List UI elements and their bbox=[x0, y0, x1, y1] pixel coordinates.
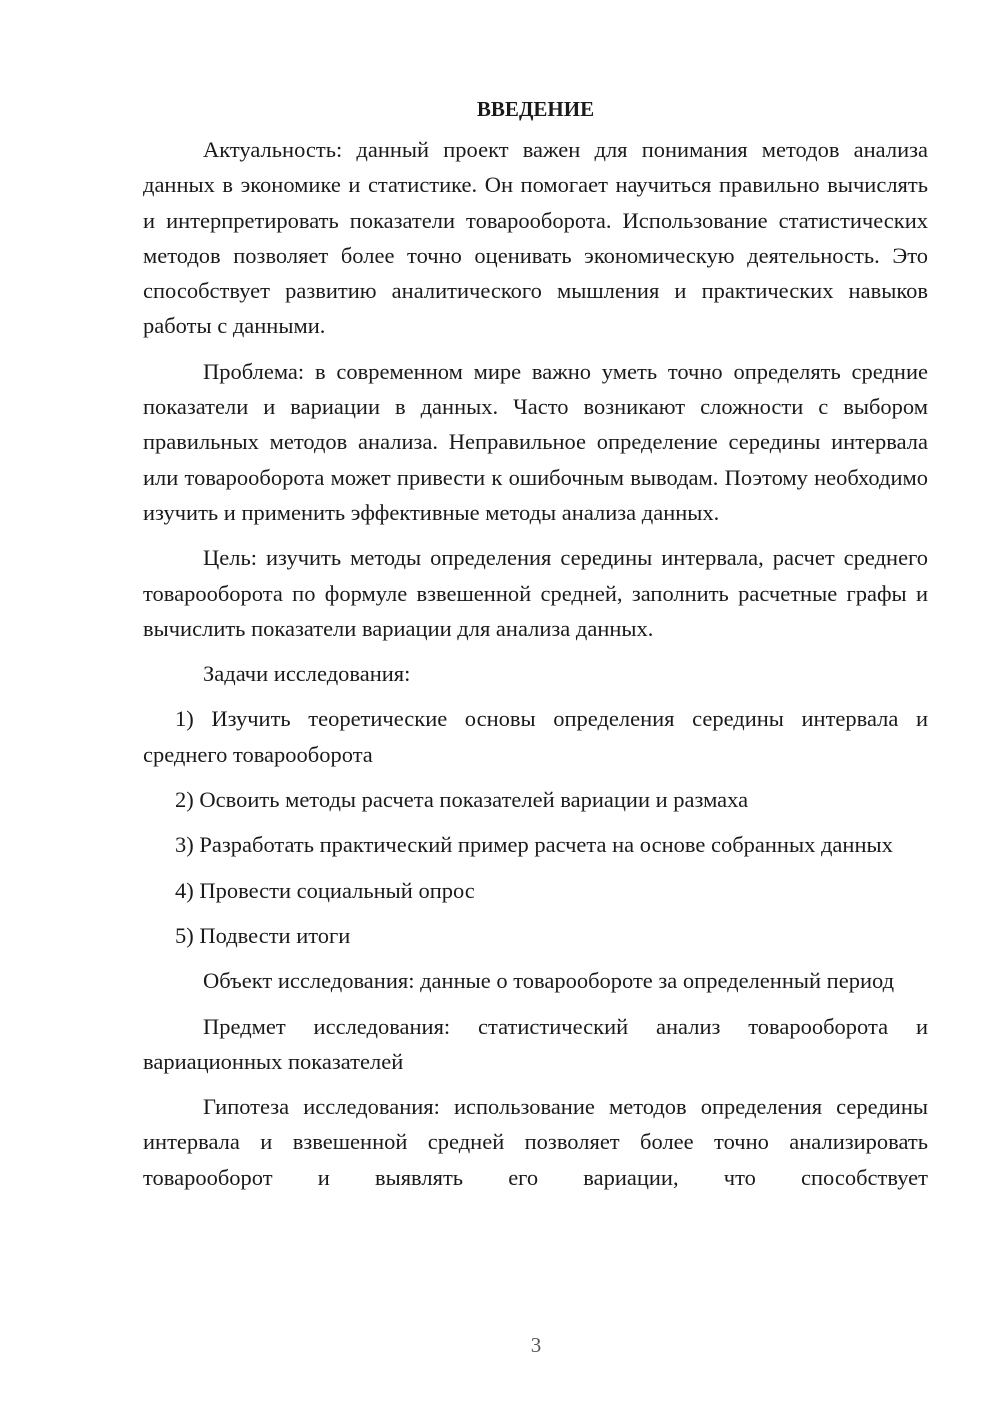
list-item-task-2: 2) Освоить методы расчета показателей вариации и размаха bbox=[175, 787, 749, 813]
tasks-heading: Задачи исследования: bbox=[203, 661, 411, 687]
paragraph-hypothesis: Гипотеза исследования: использование методов определения середины интервала и взвешенной средней позволяет более точно анализировать товарооборот и выявлять его вариации, что способствует bbox=[143, 1094, 928, 1190]
list-item-task-4: 4) Провести социальный опрос bbox=[175, 877, 475, 903]
list-item-task-3: 3) Разработать практический пример расчета на основе собранных данных bbox=[175, 832, 893, 858]
paragraph-object: Объект исследования: данные о товарообороте за определенный период bbox=[203, 968, 895, 994]
paragraph-goal: Цель: изучить методы определения середины интервала, расчет среднего товарооборота по формуле взвешенной средней, заполнить расчетные графы и вычислить показатели вариации для анализа данных. bbox=[143, 545, 928, 641]
page-title: ВВЕДЕНИЕ bbox=[476, 97, 595, 121]
paragraph-problem: Проблема: в современном мире важно уметь точно определять средние показатели и вариации в данных. Часто возникают сложности с выбором правильных методов анализа. Неправильное определение середины интервала или товарооборота может привести к ошибочным выводам. Поэтому необходимо изучить и применить эффективные методы анализа данных. bbox=[143, 358, 928, 525]
paragraph-relevance: Актуальность: данный проект важен для понимания методов анализа данных в экономике и статистике. Он помогает научиться правильно вычислять и интерпретировать показатели товарооборота. Использование статистических методов позволяет более точно оценивать экономическую деятельность. Это способствует развитию аналитического мышления и практических навыков работы с данными. bbox=[143, 137, 928, 339]
document-body bbox=[143, 92, 928, 1205]
page-number: 3 bbox=[530, 1333, 542, 1357]
list-item-task-5: 5) Подвести итоги bbox=[175, 922, 351, 948]
paragraph-subject: Предмет исследования: статистический анализ товарооборота и вариационных показателей bbox=[143, 1013, 928, 1074]
list-item-task-1: 1) Изучить теоретические основы определения середины интервала и среднего товарооборота bbox=[143, 706, 928, 767]
